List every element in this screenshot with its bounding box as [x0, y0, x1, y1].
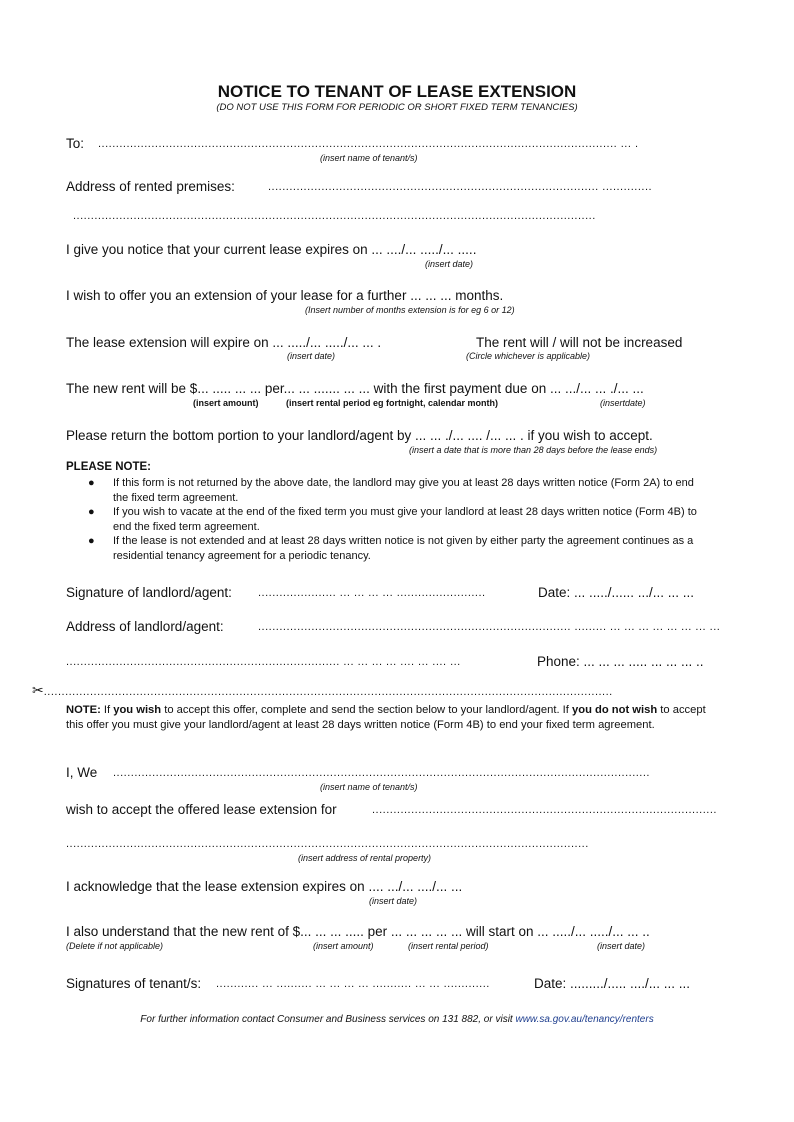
please-note-list — [88, 476, 710, 563]
rent-increase-text[interactable]: The rent will / will not be increased — [476, 335, 683, 350]
address-field[interactable]: ............................................................................................. .............. — [268, 181, 653, 193]
bullet-icon: ● — [88, 506, 95, 518]
please-note-heading: PLEASE NOTE: — [66, 461, 151, 473]
new-rent-text: The new rent will be $... ..... ... ... per... ... ....... ... ... with the first payment due on ... .../... ... ./... ... — [66, 381, 644, 396]
tenant-label: I, We — [66, 765, 98, 780]
cut-line: ✂................................................................................................................................................................ — [32, 682, 613, 698]
return-text: Please return the bottom portion to your landlord/agent by ... ... ./... .... /... ... . if you wish to accept. — [66, 428, 653, 443]
expires-hint: (insert date) — [425, 259, 474, 269]
list-item: ● If this form is not returned by the above date, the landlord may give you at least 28 days written notice (Form 2A) to end the fixed term agreement. — [88, 477, 694, 504]
offer-text: I wish to offer you an extension of your lease for a further ... ... ... months. — [66, 288, 504, 303]
form-subtitle: (DO NOT USE THIS FORM FOR PERIODIC OR SHORT FIXED TERM TENANCIES) — [216, 102, 578, 113]
to-hint: (insert name of tenant/s) — [320, 153, 418, 163]
extension-expire-text: The lease extension will expire on ... ...../... ...../... ... . — [66, 335, 382, 350]
list-item: ● If the lease is not extended and at least 28 days written notice is not given by either party the agreement continues as a residential tenancy agreement for a periodic tenancy. — [88, 535, 694, 562]
footer — [0, 1014, 794, 1025]
understand-date-hint: (insert date) — [597, 941, 646, 951]
tenant-field[interactable]: ....................................................................................................................................................... — [113, 767, 650, 779]
landlord-phone[interactable]: Phone: ... ... ... ..... ... ... ... .. — [537, 654, 704, 669]
bullet-icon: ● — [88, 477, 95, 489]
landlord-address-field-2[interactable]: ............................................................................. ... ... ... ... .... ... .... ... — [66, 656, 461, 668]
footer-link[interactable]: www.sa.gov.au/tenancy/renters — [515, 1014, 654, 1025]
bullet-icon: ● — [88, 535, 95, 547]
tenant-signatures-label: Signatures of tenant/s: — [66, 976, 202, 991]
understand-period-hint: (insert rental period) — [408, 941, 489, 951]
acknowledge-hint: (insert date) — [369, 896, 418, 906]
tenant-hint: (insert name of tenant/s) — [320, 782, 418, 792]
new-rent-period-hint: (insert rental period eg fortnight, calendar month) — [286, 398, 499, 408]
return-hint: (insert a date that is more than 28 days before the lease ends) — [409, 445, 658, 455]
acknowledge-text: I acknowledge that the lease extension expires on .... .../... ..../... ... — [66, 879, 463, 894]
extension-expire-hint: (insert date) — [287, 351, 336, 361]
understand-delete-hint: (Delete if not applicable) — [66, 941, 164, 951]
understand-amount-hint: (insert amount) — [313, 941, 374, 951]
accept-text: wish to accept the offered lease extension for — [66, 802, 337, 817]
offer-hint: (Insert number of months extension is for eg 6 or 12) — [305, 305, 515, 315]
accept-hint: (insert address of rental property) — [298, 853, 432, 863]
to-field[interactable]: .................................................................................................................................................. ... . — [98, 138, 639, 150]
footer-text: For further information contact Consumer and Business services on 131 882, or visit — [140, 1014, 516, 1025]
scissors-icon: ✂ — [32, 682, 44, 698]
accept-address-field[interactable]: ................................................................................................................................................... — [66, 838, 589, 850]
acceptance-note: NOTE: If you wish to accept this offer, complete and send the section below to your landlord/agent. If you do not wish to accept this offer you must give your landlord/agent at least 28 days written notice (Form 4B) to end your fixed term agreement. — [66, 704, 706, 731]
landlord-signature-label: Signature of landlord/agent: — [66, 585, 232, 600]
expires-text: I give you notice that your current lease expires on ... ..../... ...../... ..... — [66, 242, 477, 257]
list-item: ● If you wish to vacate at the end of the fixed term you must give your landlord at least 28 days written notice (Form 4B) to end the fixed term agreement. — [88, 506, 697, 533]
new-rent-date-hint: (insertdate) — [600, 398, 646, 408]
address-label: Address of rented premises: — [66, 179, 235, 194]
new-rent-amount-hint: (insert amount) — [193, 398, 259, 408]
address-field-2[interactable]: ................................................................................................................................................... — [73, 210, 596, 222]
accept-field[interactable]: ................................................................................................. — [372, 804, 717, 816]
understand-text: I also understand that the new rent of $... ... ... ..... per ... ... ... ... ... will start on ... ...../... ...../... ... .. — [66, 924, 650, 939]
landlord-address-field[interactable]: ........................................................................................ ......... ... ... ... ... ... ... ... ... — [258, 621, 721, 633]
tenant-signatures-field[interactable]: ............ ... .......... ... ... ... ... ........... ... ... ............. — [216, 978, 490, 990]
form-title: NOTICE TO TENANT OF LEASE EXTENSION — [217, 82, 577, 101]
tenant-signatures-date[interactable]: Date: ........./..... ..../... ... ... — [534, 976, 691, 991]
landlord-address-label: Address of landlord/agent: — [66, 619, 224, 634]
rent-increase-hint: (Circle whichever is applicable) — [466, 351, 591, 361]
landlord-signature-field[interactable]: ...................... ... ... ... ... ......................... — [258, 587, 486, 599]
to-label: To: — [66, 136, 85, 151]
landlord-signature-date[interactable]: Date: ... ...../...... .../... ... ... — [538, 585, 695, 600]
